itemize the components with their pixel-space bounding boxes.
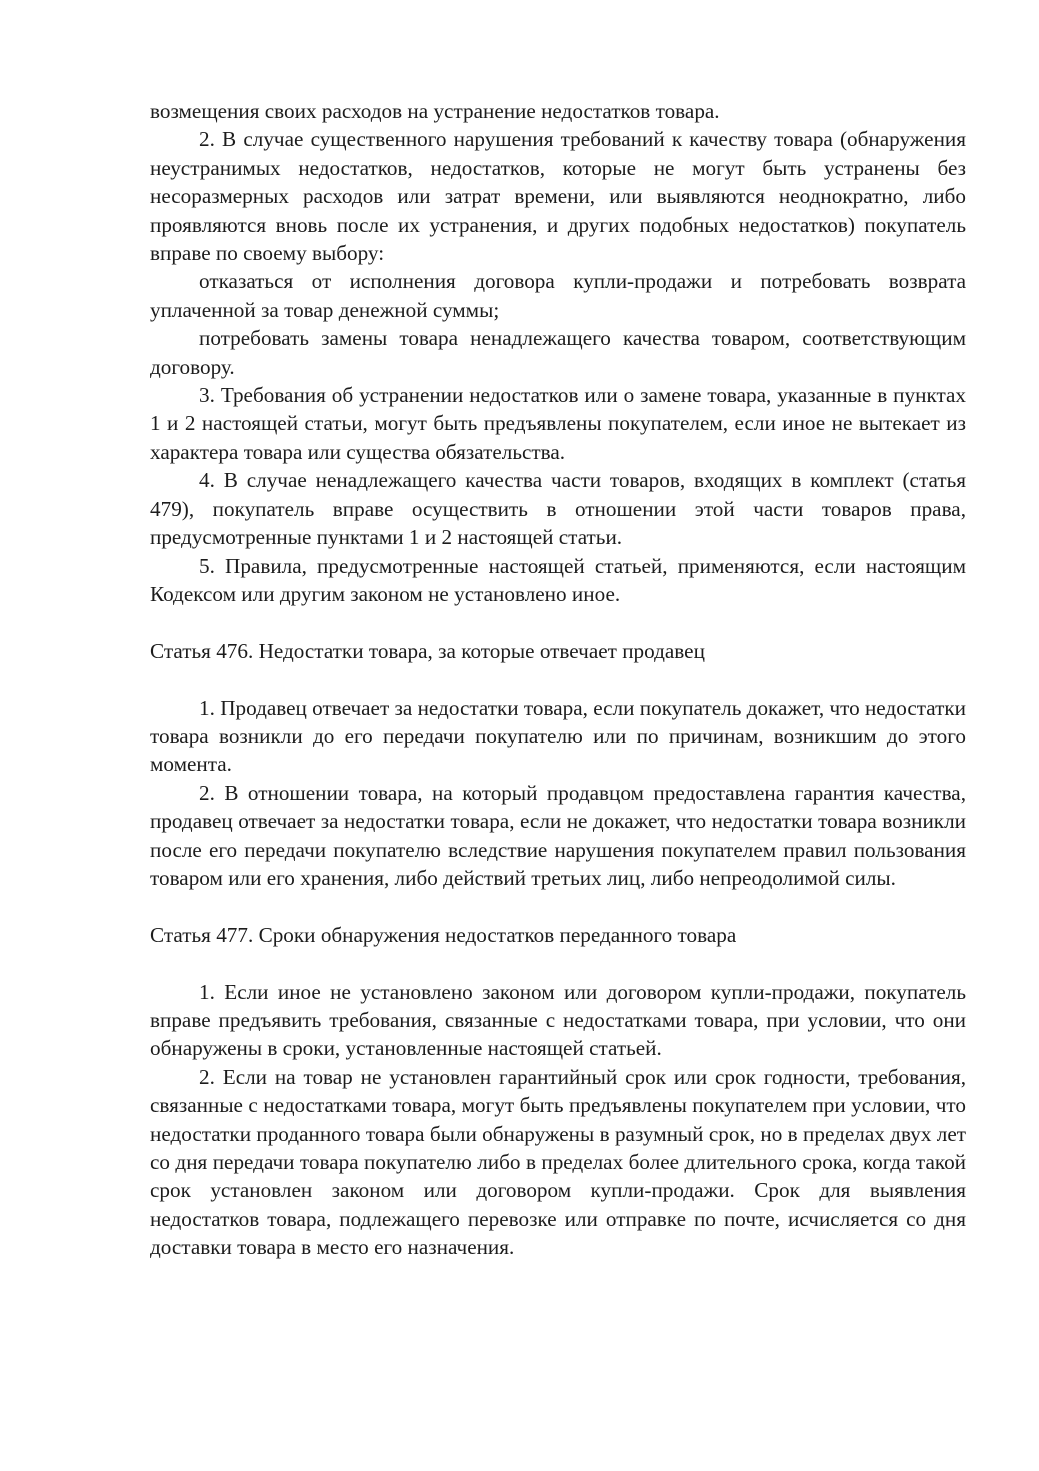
paragraph-option-refuse: отказаться от исполнения договора купли-продажи и потребовать возврата уплаченной за товар денежной суммы; bbox=[150, 269, 966, 322]
article-476-paragraph-1: 1. Продавец отвечает за недостатки товара, если покупатель докажет, что недостатки товара возникли до его передачи покупателю или по причинам, возникшим до этого момента. bbox=[150, 695, 966, 777]
paragraph-item-3: 3. Требования об устранении недостатков или о замене товара, указанные в пунктах 1 и 2 настоящей статьи, могут быть предъявлены покупателем, если иное не вытекает из характера товара или существа обязательства. bbox=[150, 383, 966, 464]
article-476-heading: Статья 476. Недостатки товара, за которые отвечает продавец bbox=[150, 638, 705, 663]
paragraph-option-replace: потребовать замены товара ненадлежащего качества товаром, соответствующим договору. bbox=[150, 326, 966, 379]
paragraph-continuation: возмещения своих расходов на устранение недостатков товара. bbox=[150, 99, 720, 123]
paragraph-item-4: 4. В случае ненадлежащего качества части товаров, входящих в комплект (статья 479), покупатель вправе осуществить в отношении этой части товаров права, предусмотренные пунктами 1 и 2 настоящей статьи. bbox=[150, 468, 966, 550]
article-477-heading: Статья 477. Сроки обнаружения недостатков переданного товара bbox=[150, 922, 737, 947]
article-477-paragraph-2: 2. Если на товар не установлен гарантийный срок или срок годности, требования, связанные с недостатками товара, могут быть предъявлены покупателем при условии, что недостатки проданного товара были обнаружены в разумный срок, но в пределах двух лет со дня передачи товара покупателю либо в пределах более длительного срока, когда такой срок установлен законом или договором купли-продажи. Срок для выявления недостатков товара, подлежащего перевозке или отправке по почте, исчисляется со дня доставки товара в место его назначения. bbox=[150, 1064, 966, 1260]
article-477-paragraph-1: 1. Если иное не установлено законом или договором купли-продажи, покупатель вправе предъявить требования, связанные с недостатками товара, при условии, что они обнаружены в сроки, установленные настоящей статьей. bbox=[150, 979, 966, 1061]
document-page bbox=[150, 97, 966, 1262]
paragraph-item-2: 2. В случае существенного нарушения требований к качеству товара (обнаружения неустранимых недостатков, недостатков, которые не могут быть устранены без несоразмерных расходов или затрат времени, или выявляются неоднократно, либо проявляются вновь после их устранения, и других подобных недостатков) покупатель вправе по своему выбору: bbox=[150, 127, 966, 266]
paragraph-item-5: 5. Правила, предусмотренные настоящей статьей, применяются, если настоящим Кодексом или другим законом не установлено иное. bbox=[150, 553, 966, 606]
article-476-paragraph-2: 2. В отношении товара, на который продавцом предоставлена гарантия качества, продавец отвечает за недостатки товара, если не докажет, что недостатки товара возникли после его передачи покупателю вследствие нарушения покупателем правил пользования товаром или его хранения, либо действий третьих лиц, либо непреодолимой силы. bbox=[150, 780, 966, 890]
